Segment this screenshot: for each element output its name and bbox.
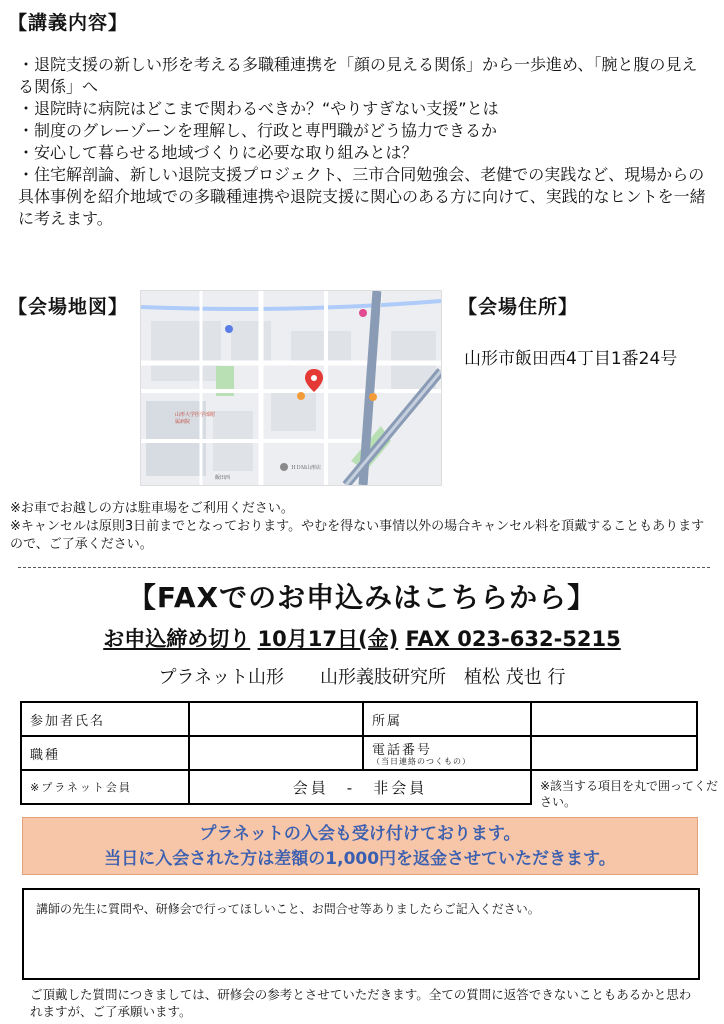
note-parking: ※お車でお越しの方は駐車場をご利用ください。 [10,501,294,516]
member-options[interactable]: 会員 - 非会員 [189,770,531,804]
lecture-heading: 【講義内容】 [8,12,129,34]
footer-note: ご頂戴した質問につきましては、研修会の参考とさせていただきます。全ての質問に返答できないこともあるかと思われますが、ご了承願います。 [30,987,692,1019]
affiliation-field[interactable] [531,702,697,736]
lecture-bullets [18,54,708,230]
map-label-area: 飯田西 [215,475,231,481]
banner-line-2: 当日に入会された方は差額の1,000円を返金させていただきます。 [104,849,616,869]
banner-line-1: プラネットの入会も受け付けております。 [199,824,521,844]
recipient: プラネット山形 山形義肢研究所 植松 茂也 行 [158,667,566,688]
venue-address: 山形市飯田西4丁目1番24号 [464,349,678,369]
notes [10,500,716,554]
map-label-store: ＨＤＭ山形店 [291,465,322,471]
membership-banner [22,817,698,875]
address-heading: 【会場住所】 [458,296,579,318]
bullet-item: ・安心して暮らせる地域づくりに必要な取り組みとは？ [18,143,418,162]
phone-label: 電話番号 [372,743,433,758]
member-label: ※プラネット会員 [21,770,189,804]
bullet-item: ・制度のグレーゾーンを理解し、行政と専門職がどう協力できるか [18,121,498,140]
bullet-item: ・住宅解剖論、新しい退院支援プロジェクト、三市合同勉強会、老健での実践など、現場からの具体事例を紹介地域での多職種連携や退院支援に関心のある方に向けて、実践的なヒントを一緒に考えます。 [18,165,706,228]
name-label: 参加者氏名 [21,702,189,736]
deadline-label: お申込締め切り [103,627,251,651]
map-label-hospital: 山形大学医学部附属病院 [175,412,216,425]
map-graphic [141,291,441,485]
bullet-item: ・退院支援の新しい形を考える多職種連携を「顔の見える関係」から一歩進め、「腕と腹の見える関係」へ [18,55,698,96]
name-field[interactable] [189,702,363,736]
bullet-item: ・退院時に病院はどこまで関わるべきか？“やりすぎない支援”とは [18,99,499,118]
deadline-date: 10月17日(金) [257,627,399,651]
question-box[interactable] [22,888,700,980]
note-cancel: ※キャンセルは原則3日前までとなっております。やむを得ない事情以外の場合キャンセル料を頂戴することもありますので、ご了承ください。 [10,519,705,552]
fax-title: 【FAXでのお申込みはこちらから】 [127,581,597,614]
phone-field[interactable] [531,736,697,770]
deadline [0,623,724,653]
map-heading: 【会場地図】 [8,296,129,318]
occupation-label: 職種 [21,736,189,770]
affiliation-label: 所属 [363,702,531,736]
phone-sublabel: （当日連絡のつくもの） [372,757,471,766]
cut-line [18,567,710,568]
circle-note: ※該当する項目を丸で囲ってください。 [540,779,719,809]
venue-map[interactable] [140,290,442,486]
phone-label-cell [363,736,531,770]
occupation-field[interactable] [189,736,363,770]
fax-number: FAX 023-632-5215 [405,627,621,651]
question-prompt: 講師の先生に質問や、研修会で行ってほしいこと、お問合せ等ありましたらご記入ください。 [36,902,540,916]
